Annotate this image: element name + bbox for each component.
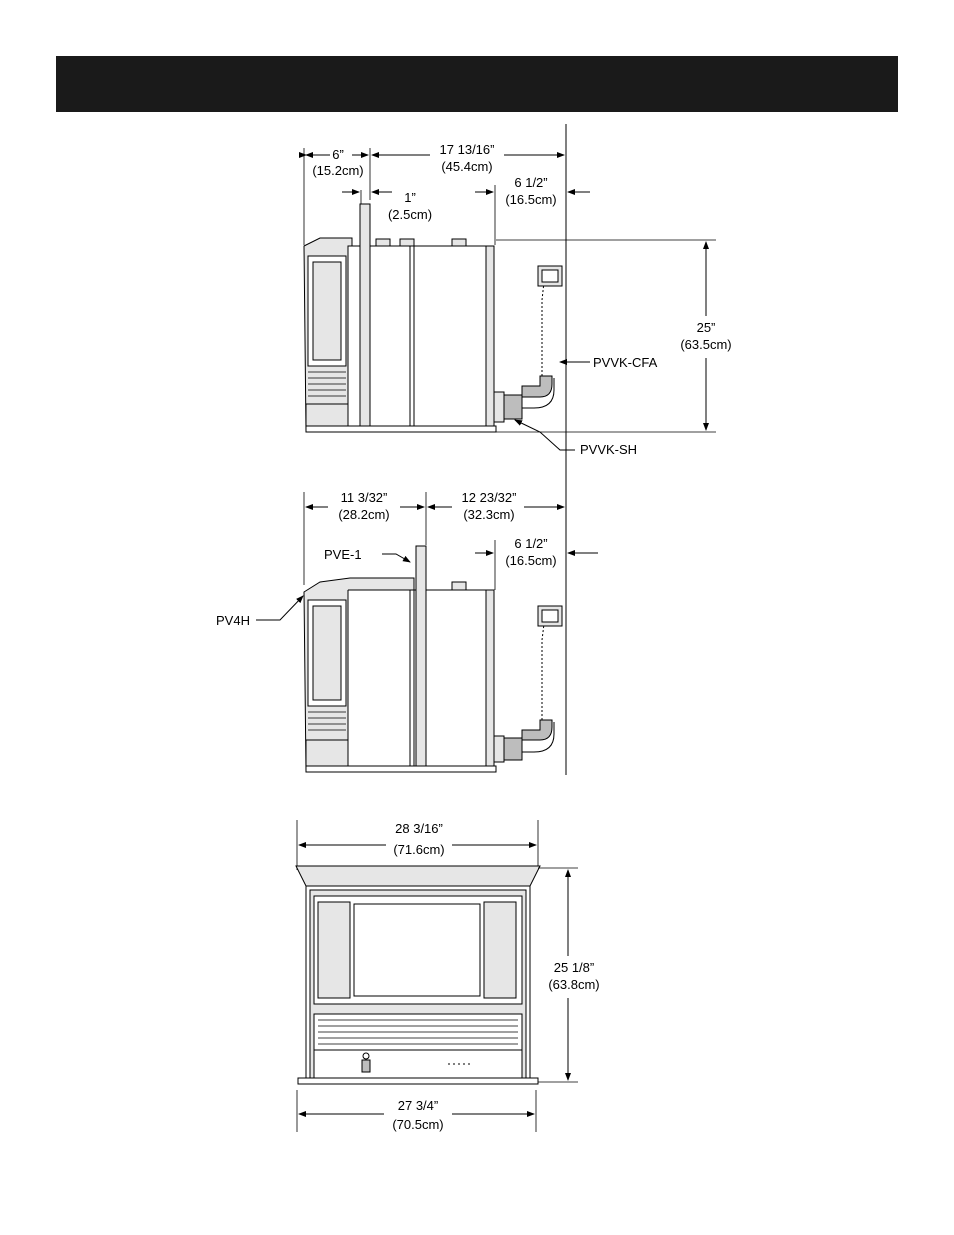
dim-12-cm: (32.3cm) bbox=[463, 507, 515, 522]
dim-25-1-8-cm: (63.8cm) bbox=[548, 977, 600, 992]
callout-pvvk-cfa: PVVK-CFA bbox=[593, 355, 658, 370]
dim-11-cm: (28.2cm) bbox=[338, 507, 390, 522]
callout-pvvk-sh: PVVK-SH bbox=[580, 442, 638, 457]
dim-25-1-8-in: 25 1/8” bbox=[553, 960, 595, 975]
callout-pve-1: PVE-1 bbox=[324, 547, 362, 562]
dim-28-in: 28 3/16” bbox=[395, 821, 443, 836]
dim-28-cm: (71.6cm) bbox=[393, 842, 445, 857]
side-view-top bbox=[304, 142, 732, 457]
dim-17-in: 17 13/16” bbox=[439, 142, 495, 157]
dim-6-5b-in: 6 1/2” bbox=[514, 536, 548, 551]
dim-6-5b-cm: (16.5cm) bbox=[505, 553, 557, 568]
dim-6-in: 6” bbox=[332, 147, 344, 162]
dim-27-in: 27 3/4” bbox=[397, 1098, 439, 1113]
dim-11-in: 11 3/32” bbox=[340, 490, 388, 505]
dim-25-in: 25” bbox=[696, 320, 716, 335]
dim-25-cm: (63.5cm) bbox=[680, 337, 732, 352]
dim-6-cm: (15.2cm) bbox=[312, 163, 364, 178]
dim-6-5-cm: (16.5cm) bbox=[505, 192, 557, 207]
dim-1-in: 1” bbox=[404, 190, 416, 205]
dim-1-cm: (2.5cm) bbox=[387, 207, 433, 222]
dim-6-5-in: 6 1/2” bbox=[514, 175, 548, 190]
dim-27-cm: (70.5cm) bbox=[392, 1117, 444, 1132]
front-view bbox=[296, 820, 600, 1132]
side-view-bottom bbox=[216, 490, 598, 772]
callout-pv4h: PV4H bbox=[216, 613, 250, 628]
dim-12-in: 12 23/32” bbox=[461, 490, 517, 505]
dim-17-cm: (45.4cm) bbox=[441, 159, 493, 174]
